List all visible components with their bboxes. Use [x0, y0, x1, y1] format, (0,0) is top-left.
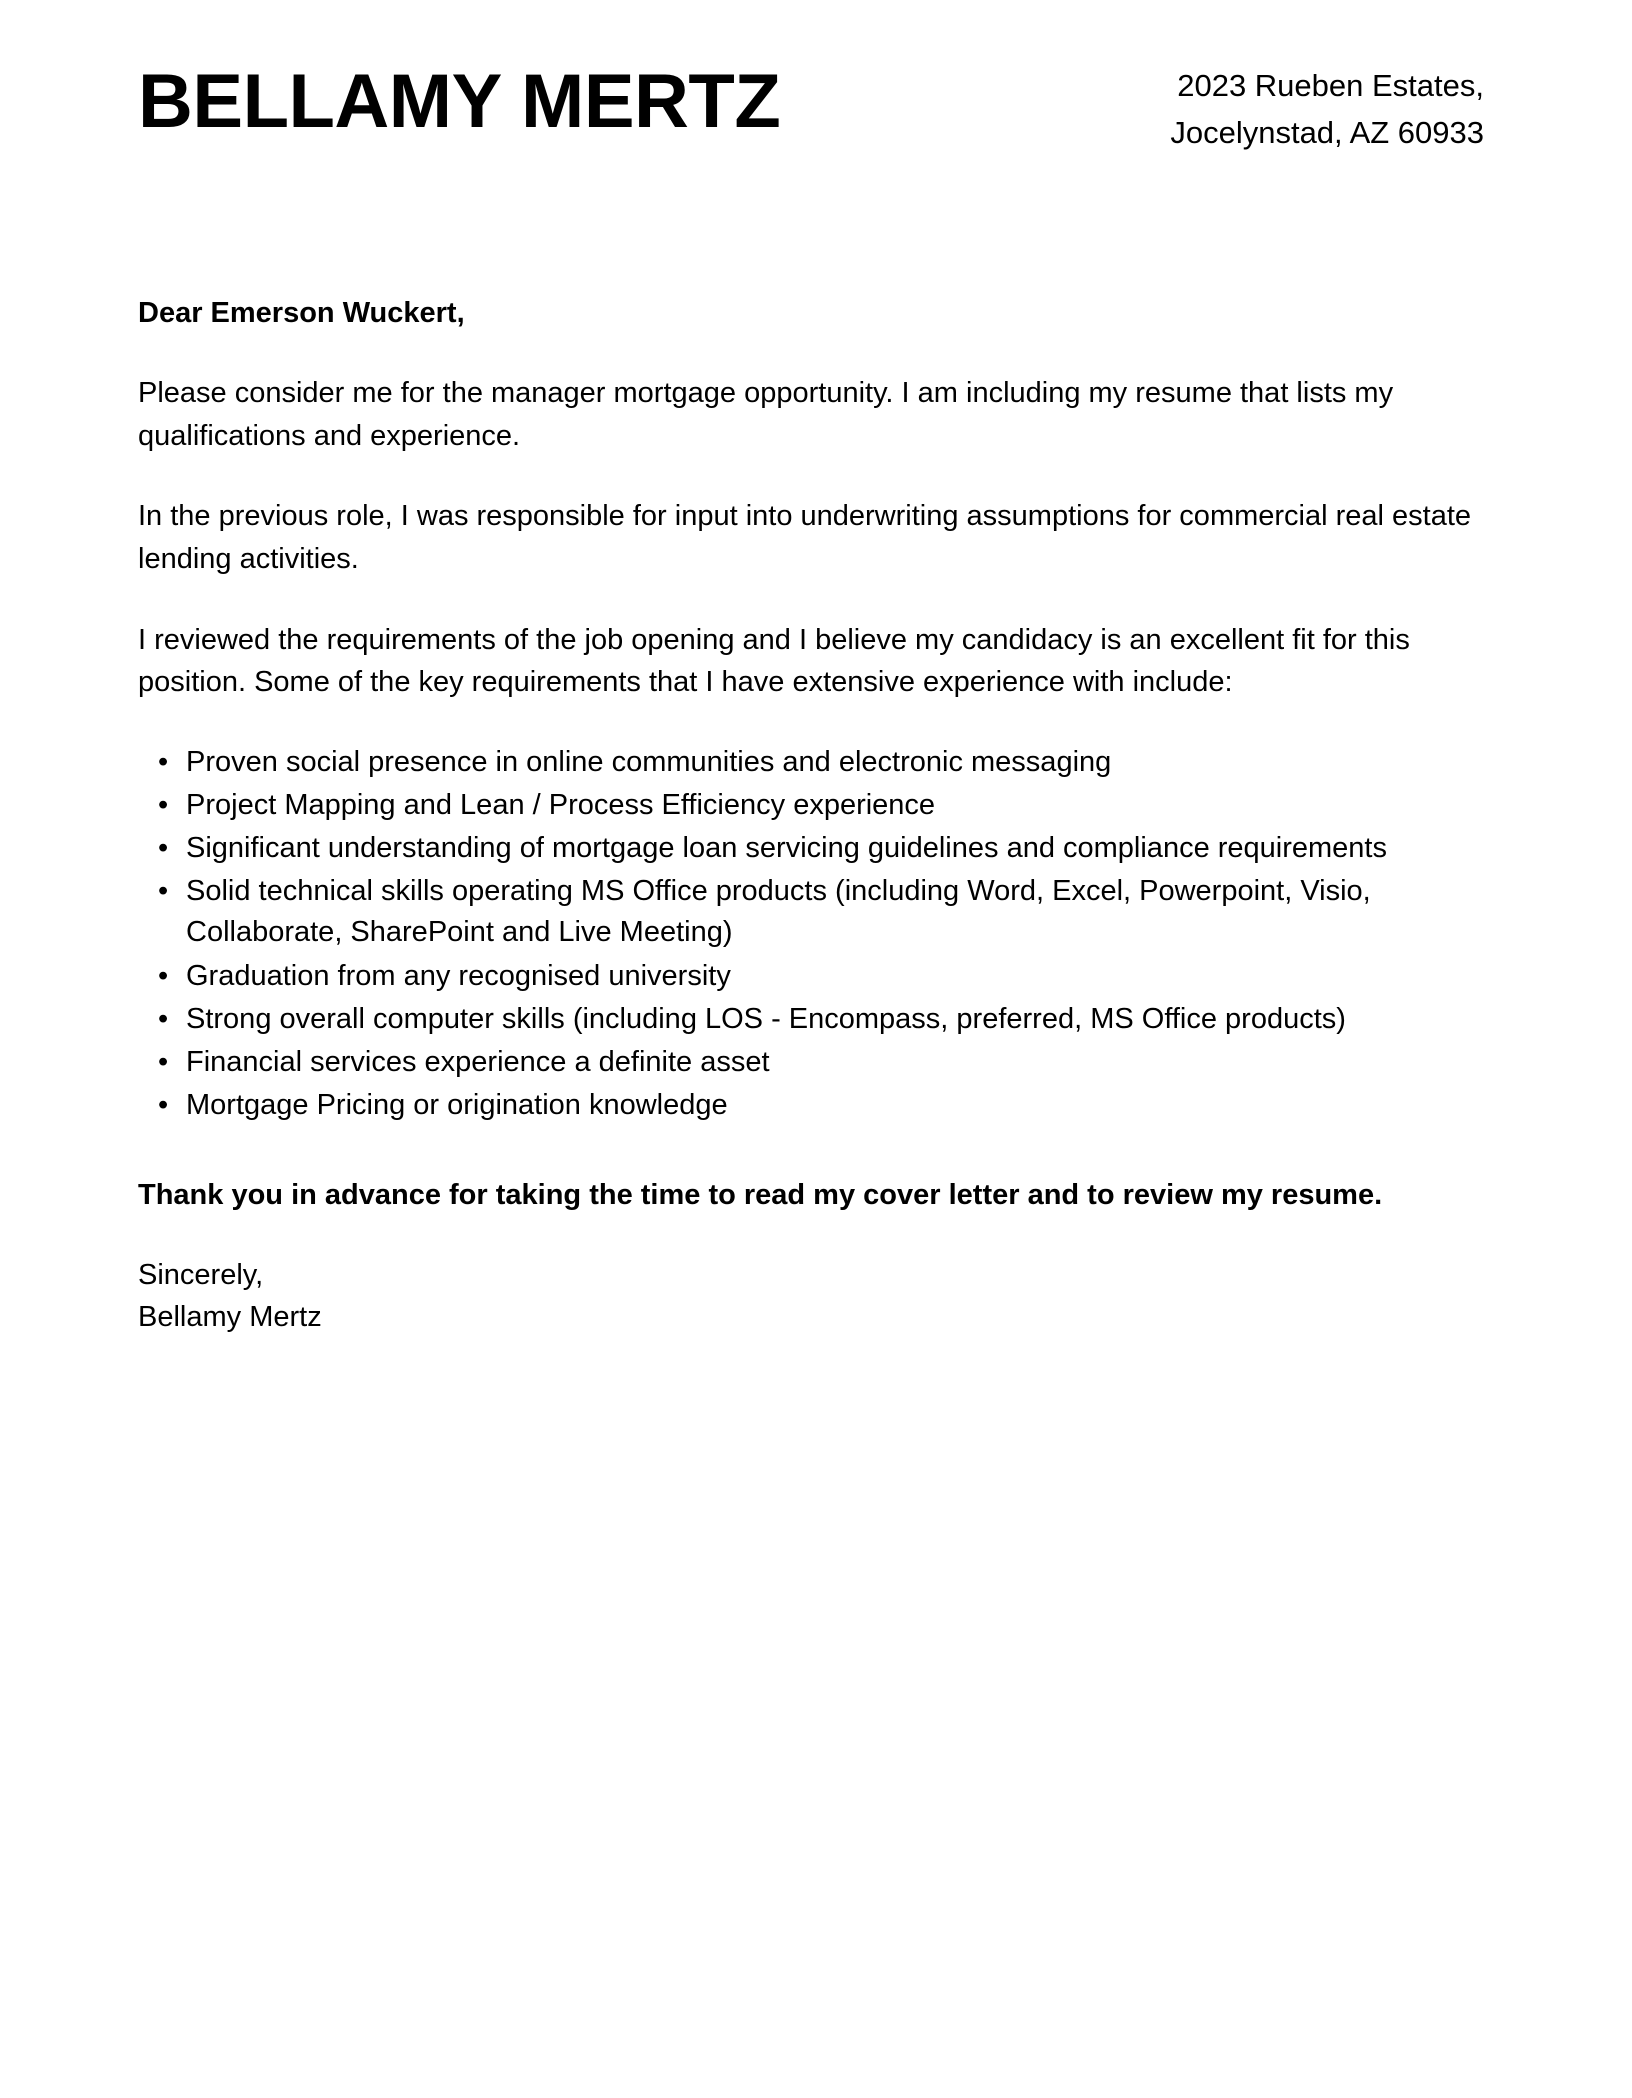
body-paragraph-2: In the previous role, I was responsible for input into underwriting assumptions for commercial real estate lending activities. [138, 500, 1472, 575]
address-line-2: Jocelynstad, AZ 60933 [1170, 115, 1484, 151]
closing-statement: Thank you in advance for taking the time to read my cover letter and to review my resume. [138, 1179, 1383, 1212]
body-paragraph-1: Please consider me for the manager mortgage opportunity. I am including my resume that lists my qualifications and experience. [138, 377, 1394, 452]
list-item: • Mortgage Pricing or origination knowledge [138, 1085, 1484, 1126]
letter-header [0, 0, 1632, 156]
valediction: Sincerely, [138, 1259, 264, 1292]
list-item: • Project Mapping and Lean / Process Efficiency experience [138, 785, 1484, 826]
salutation: Dear Emerson Wuckert, [138, 297, 465, 329]
sender-address [1170, 52, 1484, 156]
page-title: BELLAMY MERTZ [138, 59, 781, 144]
list-item: • Financial services experience a definite asset [138, 1042, 1484, 1083]
address-line-1: 2023 Rueben Estates, [1177, 68, 1484, 103]
list-item: • Strong overall computer skills (including LOS - Encompass, preferred, MS Office products) [138, 999, 1484, 1040]
qualifications-list [138, 742, 1484, 1127]
letter-body [138, 292, 1484, 1338]
list-item: • Proven social presence in online communities and electronic messaging [138, 742, 1484, 783]
list-item: • Solid technical skills operating MS Office products (including Word, Excel, Powerpoint, Visio, Collaborate, SharePoint and Live Meeting) [138, 871, 1484, 953]
list-item: • Significant understanding of mortgage loan servicing guidelines and compliance requirements [138, 828, 1484, 869]
body-paragraph-3: I reviewed the requirements of the job opening and I believe my candidacy is an excellent fit for this position. Some of the key requirements that I have extensive experience with include: [138, 623, 1410, 699]
signoff-block [138, 1254, 1484, 1338]
signature-name: Bellamy Mertz [138, 1301, 322, 1334]
list-item: • Graduation from any recognised university [138, 956, 1484, 997]
